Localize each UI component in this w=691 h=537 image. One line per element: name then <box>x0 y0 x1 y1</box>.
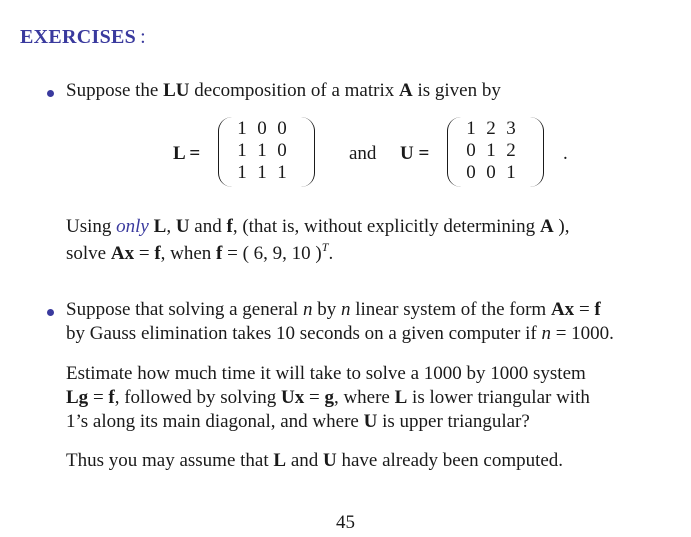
text: Ax <box>110 243 135 264</box>
text: have already been computed. <box>336 450 564 471</box>
matrix-cell: 3 <box>506 118 516 139</box>
text: , where <box>333 387 395 408</box>
text: n <box>302 299 313 320</box>
text: only <box>116 216 149 237</box>
bullet-exercise-2 <box>47 309 54 316</box>
text: and <box>286 450 324 471</box>
text: f <box>108 387 115 408</box>
exercises-heading <box>20 26 146 49</box>
ex2-p1-line1 <box>66 299 601 321</box>
matrix-cell: 1 <box>257 162 267 183</box>
L-label: L = <box>173 143 201 164</box>
text: Ux <box>280 387 305 408</box>
text: = <box>134 243 155 264</box>
text: = <box>574 299 595 320</box>
left-paren <box>447 117 462 187</box>
text: U <box>363 411 378 432</box>
text: Ax <box>550 299 575 320</box>
text: decomposition of a matrix <box>189 80 399 101</box>
U-label: U = <box>400 143 430 164</box>
text: f <box>216 243 223 264</box>
ex1-line2 <box>66 216 570 238</box>
text: A <box>399 80 413 101</box>
text: 1’s along its main diagonal, and where <box>66 411 364 432</box>
matrix-cell: 0 <box>486 162 496 183</box>
ex2-p3 <box>66 450 563 472</box>
text: n <box>340 299 351 320</box>
text: , when <box>160 243 217 264</box>
matrix-cell: 1 <box>277 162 287 183</box>
text: , (that is, without explicitly determining <box>232 216 540 237</box>
text: U <box>175 216 190 237</box>
matrix-cell: 1 <box>486 140 496 161</box>
text: g <box>324 387 334 408</box>
text: L <box>394 387 408 408</box>
text: ), <box>553 216 570 237</box>
text: linear system of the form <box>350 299 551 320</box>
right-paren <box>529 117 544 187</box>
left-paren <box>218 117 233 187</box>
text: , <box>166 216 176 237</box>
matrix-cell: 0 <box>257 118 267 139</box>
heading-colon: : <box>140 26 146 48</box>
text: = 1000. <box>550 323 614 344</box>
text: Lg <box>66 387 89 408</box>
text: LU <box>163 80 190 101</box>
matrix-cell: 1 <box>237 140 247 161</box>
matrix-period: . <box>563 143 568 164</box>
matrix-cell: 1 <box>466 118 476 139</box>
text: is given by <box>412 80 501 101</box>
ex2-p2-line2 <box>66 387 590 409</box>
text: U <box>323 450 337 471</box>
heading-title: EXERCISES <box>20 26 137 48</box>
text: is lower triangular with <box>407 387 590 408</box>
text: Suppose that solving a general <box>66 299 303 320</box>
text: = ( 6, 9, 10 ) <box>222 243 322 264</box>
ex2-p2-line1: Estimate how much time it will take to solve a 1000 by 1000 system <box>66 363 586 384</box>
ex1-intro <box>66 80 501 102</box>
text: f <box>154 243 161 264</box>
page-number: 45 <box>336 512 355 533</box>
matrix-cell: 1 <box>506 162 516 183</box>
text: L <box>148 216 167 237</box>
text: by <box>312 299 341 320</box>
ex2-p1-line2 <box>66 323 614 345</box>
text: = <box>304 387 325 408</box>
text: Suppose the <box>66 80 164 101</box>
and-text: and <box>349 143 377 164</box>
matrix-cell: 1 <box>257 140 267 161</box>
matrix-cell: 0 <box>466 140 476 161</box>
text: L <box>273 450 287 471</box>
L-matrix-body <box>232 118 292 184</box>
ex1-line3 <box>66 240 333 265</box>
text: f <box>594 299 601 320</box>
text: by Gauss elimination takes 10 seconds on a given computer if <box>66 323 542 344</box>
text: , followed by solving <box>114 387 281 408</box>
text: = <box>88 387 109 408</box>
text: . <box>328 243 334 264</box>
text: solve <box>66 243 111 264</box>
U-matrix-body <box>461 118 521 184</box>
matrix-cell: 0 <box>277 140 287 161</box>
right-paren <box>300 117 315 187</box>
text: Using <box>66 216 117 237</box>
text: n <box>541 323 551 344</box>
text: and <box>189 216 227 237</box>
matrix-cell: 2 <box>506 140 516 161</box>
text: is upper triangular? <box>377 411 530 432</box>
text: A <box>539 216 554 237</box>
text: f <box>226 216 233 237</box>
matrix-cell: 1 <box>237 162 247 183</box>
text: Thus you may assume that <box>66 450 274 471</box>
text: T <box>321 240 329 254</box>
matrix-cell: 2 <box>486 118 496 139</box>
matrix-cell: 0 <box>277 118 287 139</box>
matrix-cell: 0 <box>466 162 476 183</box>
ex2-p2-line3 <box>66 411 530 433</box>
bullet-exercise-1 <box>47 90 54 97</box>
matrix-cell: 1 <box>237 118 247 139</box>
